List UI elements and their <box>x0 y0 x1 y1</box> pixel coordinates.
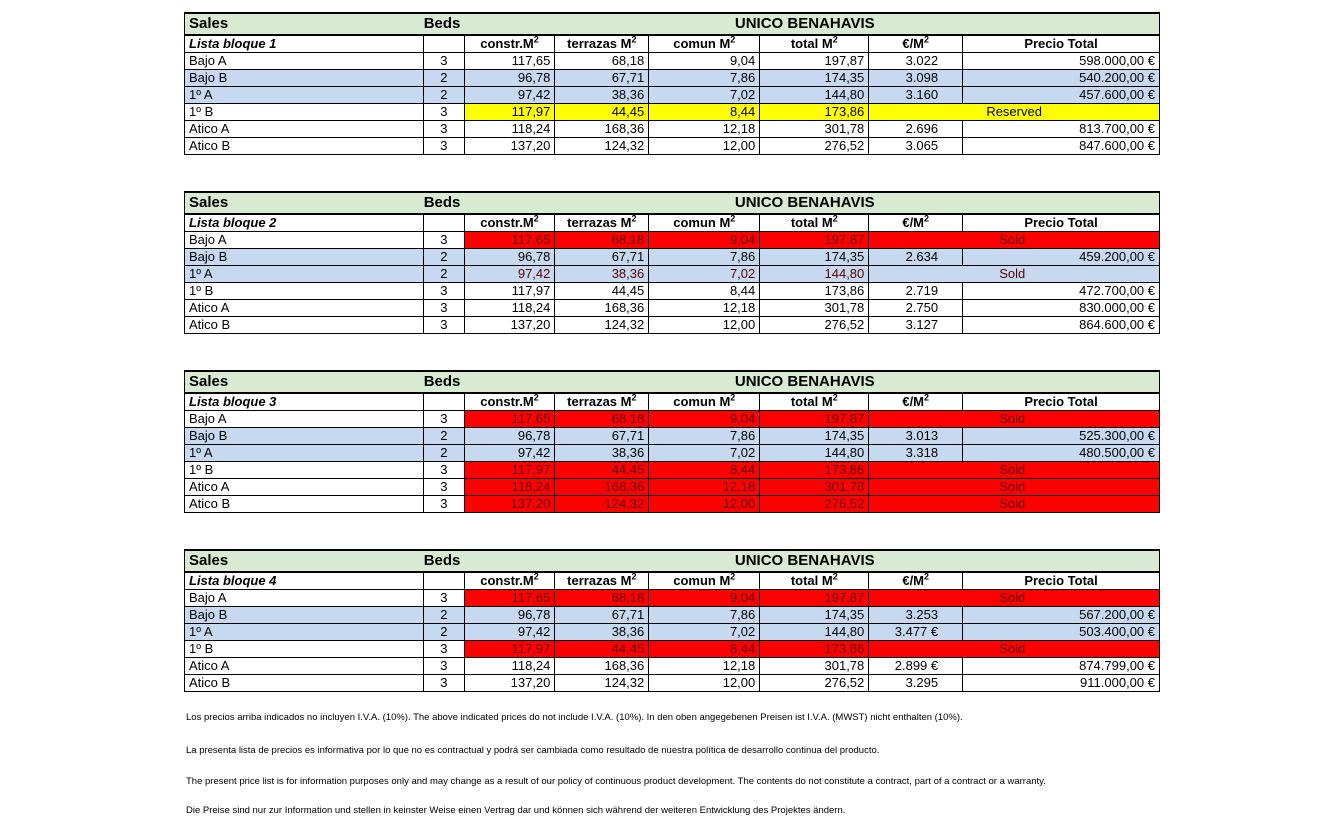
status-label: Reserved <box>869 104 1160 121</box>
area-constr: 96,78 <box>464 70 555 87</box>
status-label: Sold <box>869 462 1160 479</box>
area-terr: 44,45 <box>555 641 649 658</box>
beds-count: 3 <box>424 658 464 675</box>
unit-name: 1º B <box>185 283 424 300</box>
beds-count: 3 <box>424 300 464 317</box>
total-price: 598.000,00 € <box>963 53 1160 70</box>
column-header-total: total $M^2$ <box>760 572 869 590</box>
area-comun: 9,04 <box>649 232 760 249</box>
column-header-total: total $M^2$ <box>760 214 869 232</box>
area-total: 301,78 <box>760 121 869 138</box>
column-header-terrazas: terrazas $M^2$ <box>555 35 649 53</box>
status-label: Sold <box>869 590 1160 607</box>
beds-count: 3 <box>424 53 464 70</box>
unit-name: Bajo A <box>185 590 424 607</box>
area-total: 173,86 <box>760 641 869 658</box>
column-header-eur: $€/M^2$ <box>869 572 963 590</box>
area-total: 173,86 <box>760 283 869 300</box>
area-constr: 137,20 <box>464 675 555 692</box>
column-header-eur: $€/M^2$ <box>869 393 963 411</box>
price-per-m2: 2.750 <box>869 300 963 317</box>
area-total: 173,86 <box>760 462 869 479</box>
area-constr: 118,24 <box>464 121 555 138</box>
area-comun: 8,44 <box>649 462 760 479</box>
price-per-m2: 3.013 <box>869 428 963 445</box>
area-terr: 168,36 <box>555 121 649 138</box>
sales-label: Sales <box>185 192 424 214</box>
beds-count: 3 <box>424 121 464 138</box>
beds-count: 2 <box>424 607 464 624</box>
total-price: 864.600,00 € <box>963 317 1160 334</box>
beds-count: 2 <box>424 624 464 641</box>
project-title: UNICO BENAHAVIS <box>555 371 1160 393</box>
area-comun: 12,18 <box>649 658 760 675</box>
column-header-comun: comun $M^2$ <box>649 35 760 53</box>
beds-count: 2 <box>424 70 464 87</box>
unit-row <box>185 658 1160 675</box>
table-header-row <box>185 192 1160 214</box>
beds-header: Beds <box>424 371 555 393</box>
area-constr: 117,97 <box>464 462 555 479</box>
total-price: 503.400,00 € <box>963 624 1160 641</box>
price-table-block-2 <box>184 191 1160 334</box>
area-terr: 44,45 <box>555 104 649 121</box>
unit-row <box>185 300 1160 317</box>
beds-count: 2 <box>424 249 464 266</box>
note-iva: Los precios arriba indicados no incluyen I.V.A. (10%). The above indicated prices do not include I.V.A. (10%). In den oben angegebenen Preisen ist I.V.A. (MWST) nicht enthalten (10%). <box>186 712 963 723</box>
total-price: 874.799,00 € <box>963 658 1160 675</box>
beds-count: 3 <box>424 411 464 428</box>
unit-name: Atico B <box>185 675 424 692</box>
area-terr: 124,32 <box>555 317 649 334</box>
unit-row <box>185 607 1160 624</box>
beds-count: 2 <box>424 445 464 462</box>
note-english: The present price list is for information purposes only and may change as a result of our policy of continuous product development. The contents do not constitute a contract, part of a contract or a warranty. <box>186 776 1046 787</box>
beds-header: Beds <box>424 192 555 214</box>
area-constr: 96,78 <box>464 428 555 445</box>
area-terr: 168,36 <box>555 300 649 317</box>
area-constr: 117,65 <box>464 232 555 249</box>
column-header-total: total $M^2$ <box>760 35 869 53</box>
unit-name: 1º A <box>185 87 424 104</box>
area-comun: 7,02 <box>649 87 760 104</box>
area-terr: 44,45 <box>555 283 649 300</box>
column-header-precio: Precio Total <box>963 35 1160 53</box>
unit-name: Bajo B <box>185 607 424 624</box>
unit-name: Bajo B <box>185 249 424 266</box>
area-terr: 67,71 <box>555 428 649 445</box>
unit-name: Bajo A <box>185 411 424 428</box>
area-comun: 9,04 <box>649 53 760 70</box>
area-comun: 7,86 <box>649 249 760 266</box>
total-price: 480.500,00 € <box>963 445 1160 462</box>
sales-label: Sales <box>185 550 424 572</box>
beds-count: 3 <box>424 675 464 692</box>
unit-name: Atico B <box>185 496 424 513</box>
price-table-block-1 <box>184 12 1160 155</box>
area-constr: 97,42 <box>464 624 555 641</box>
unit-row <box>185 479 1160 496</box>
column-header-comun: comun $M^2$ <box>649 393 760 411</box>
price-per-m2: 3.477 € <box>869 624 963 641</box>
area-constr: 117,65 <box>464 53 555 70</box>
column-header-row <box>185 214 1160 232</box>
column-header-terrazas: terrazas $M^2$ <box>555 393 649 411</box>
empty-header <box>424 214 464 232</box>
unit-name: Atico A <box>185 479 424 496</box>
column-header-comun: comun $M^2$ <box>649 572 760 590</box>
price-table-block-4 <box>184 549 1160 692</box>
unit-name: 1º A <box>185 624 424 641</box>
unit-name: 1º A <box>185 266 424 283</box>
column-header-precio: Precio Total <box>963 214 1160 232</box>
column-header-constr: $constr.M^2$ <box>464 35 555 53</box>
unit-row <box>185 70 1160 87</box>
column-header-constr: $constr.M^2$ <box>464 572 555 590</box>
unit-row <box>185 249 1160 266</box>
area-terr: 68,18 <box>555 232 649 249</box>
unit-row <box>185 428 1160 445</box>
area-comun: 12,18 <box>649 121 760 138</box>
area-terr: 38,36 <box>555 624 649 641</box>
unit-row <box>185 104 1160 121</box>
price-per-m2: 2.899 € <box>869 658 963 675</box>
area-comun: 8,44 <box>649 641 760 658</box>
table-header-row <box>185 550 1160 572</box>
area-comun: 12,18 <box>649 479 760 496</box>
unit-name: Atico A <box>185 300 424 317</box>
price-per-m2: 2.634 <box>869 249 963 266</box>
unit-name: Bajo B <box>185 70 424 87</box>
area-terr: 168,36 <box>555 658 649 675</box>
unit-name: Bajo A <box>185 53 424 70</box>
beds-header: Beds <box>424 550 555 572</box>
unit-row <box>185 232 1160 249</box>
beds-count: 3 <box>424 232 464 249</box>
unit-row <box>185 445 1160 462</box>
area-terr: 38,36 <box>555 87 649 104</box>
table-header-row <box>185 371 1160 393</box>
column-header-precio: Precio Total <box>963 393 1160 411</box>
price-table-block-3 <box>184 370 1160 513</box>
area-constr: 117,65 <box>464 411 555 428</box>
price-per-m2: 3.253 <box>869 607 963 624</box>
area-terr: 68,18 <box>555 411 649 428</box>
area-comun: 7,02 <box>649 445 760 462</box>
area-total: 197,87 <box>760 53 869 70</box>
unit-name: Atico B <box>185 317 424 334</box>
area-terr: 68,18 <box>555 590 649 607</box>
area-comun: 12,00 <box>649 675 760 692</box>
area-constr: 117,97 <box>464 641 555 658</box>
unit-row <box>185 462 1160 479</box>
beds-count: 3 <box>424 590 464 607</box>
beds-count: 3 <box>424 317 464 334</box>
list-name: Lista bloque 4 <box>185 572 424 590</box>
beds-count: 2 <box>424 428 464 445</box>
column-header-terrazas: terrazas $M^2$ <box>555 214 649 232</box>
area-total: 174,35 <box>760 249 869 266</box>
column-header-terrazas: terrazas $M^2$ <box>555 572 649 590</box>
area-comun: 12,00 <box>649 138 760 155</box>
column-header-comun: comun $M^2$ <box>649 214 760 232</box>
total-price: 459.200,00 € <box>963 249 1160 266</box>
price-per-m2: 2.719 <box>869 283 963 300</box>
status-label: Sold <box>869 641 1160 658</box>
area-total: 173,86 <box>760 104 869 121</box>
area-constr: 97,42 <box>464 445 555 462</box>
table-header-row <box>185 13 1160 35</box>
beds-count: 3 <box>424 283 464 300</box>
area-total: 276,52 <box>760 496 869 513</box>
sales-label: Sales <box>185 371 424 393</box>
status-label: Sold <box>869 266 1160 283</box>
beds-count: 3 <box>424 104 464 121</box>
project-title: UNICO BENAHAVIS <box>555 13 1160 35</box>
area-comun: 12,18 <box>649 300 760 317</box>
beds-count: 3 <box>424 138 464 155</box>
price-per-m2: 2.696 <box>869 121 963 138</box>
area-total: 301,78 <box>760 658 869 675</box>
area-comun: 8,44 <box>649 283 760 300</box>
area-comun: 7,86 <box>649 70 760 87</box>
price-per-m2: 3.318 <box>869 445 963 462</box>
area-constr: 117,65 <box>464 590 555 607</box>
total-price: 847.600,00 € <box>963 138 1160 155</box>
area-terr: 67,71 <box>555 607 649 624</box>
area-total: 144,80 <box>760 445 869 462</box>
area-total: 197,87 <box>760 411 869 428</box>
status-label: Sold <box>869 232 1160 249</box>
area-total: 144,80 <box>760 266 869 283</box>
unit-row <box>185 53 1160 70</box>
sales-label: Sales <box>185 13 424 35</box>
area-terr: 44,45 <box>555 462 649 479</box>
column-header-row <box>185 35 1160 53</box>
beds-count: 3 <box>424 496 464 513</box>
area-comun: 12,00 <box>649 317 760 334</box>
column-header-row <box>185 393 1160 411</box>
area-terr: 168,36 <box>555 479 649 496</box>
unit-name: Atico A <box>185 121 424 138</box>
price-per-m2: 3.295 <box>869 675 963 692</box>
total-price: 830.000,00 € <box>963 300 1160 317</box>
total-price: 911.000,00 € <box>963 675 1160 692</box>
unit-name: Bajo B <box>185 428 424 445</box>
unit-name: Atico A <box>185 658 424 675</box>
area-constr: 137,20 <box>464 496 555 513</box>
area-total: 276,52 <box>760 675 869 692</box>
beds-count: 3 <box>424 462 464 479</box>
area-total: 301,78 <box>760 479 869 496</box>
price-per-m2: 3.022 <box>869 53 963 70</box>
column-header-total: total $M^2$ <box>760 393 869 411</box>
area-terr: 67,71 <box>555 249 649 266</box>
beds-header: Beds <box>424 13 555 35</box>
price-per-m2: 3.098 <box>869 70 963 87</box>
price-per-m2: 3.160 <box>869 87 963 104</box>
area-constr: 118,24 <box>464 479 555 496</box>
empty-header <box>424 572 464 590</box>
unit-row <box>185 675 1160 692</box>
unit-row <box>185 87 1160 104</box>
total-price: 472.700,00 € <box>963 283 1160 300</box>
unit-row <box>185 138 1160 155</box>
area-total: 301,78 <box>760 300 869 317</box>
price-per-m2: 3.127 <box>869 317 963 334</box>
area-total: 197,87 <box>760 232 869 249</box>
empty-header <box>424 35 464 53</box>
area-comun: 9,04 <box>649 590 760 607</box>
area-total: 174,35 <box>760 428 869 445</box>
column-header-precio: Precio Total <box>963 572 1160 590</box>
area-constr: 97,42 <box>464 266 555 283</box>
unit-row <box>185 121 1160 138</box>
column-header-row <box>185 572 1160 590</box>
beds-count: 3 <box>424 479 464 496</box>
area-terr: 124,32 <box>555 675 649 692</box>
area-terr: 124,32 <box>555 496 649 513</box>
status-label: Sold <box>869 411 1160 428</box>
area-constr: 137,20 <box>464 317 555 334</box>
area-comun: 7,02 <box>649 624 760 641</box>
beds-count: 2 <box>424 266 464 283</box>
area-terr: 68,18 <box>555 53 649 70</box>
unit-row <box>185 411 1160 428</box>
beds-count: 2 <box>424 87 464 104</box>
area-comun: 8,44 <box>649 104 760 121</box>
unit-name: Atico B <box>185 138 424 155</box>
total-price: 457.600,00 € <box>963 87 1160 104</box>
area-total: 197,87 <box>760 590 869 607</box>
area-terr: 67,71 <box>555 70 649 87</box>
total-price: 525.300,00 € <box>963 428 1160 445</box>
unit-name: Bajo A <box>185 232 424 249</box>
column-header-constr: $constr.M^2$ <box>464 214 555 232</box>
area-terr: 38,36 <box>555 266 649 283</box>
area-terr: 124,32 <box>555 138 649 155</box>
unit-name: 1º B <box>185 462 424 479</box>
area-constr: 118,24 <box>464 300 555 317</box>
area-constr: 117,97 <box>464 104 555 121</box>
area-constr: 96,78 <box>464 249 555 266</box>
total-price: 567.200,00 € <box>963 607 1160 624</box>
status-label: Sold <box>869 479 1160 496</box>
area-total: 174,35 <box>760 70 869 87</box>
unit-row <box>185 496 1160 513</box>
unit-name: 1º B <box>185 104 424 121</box>
area-total: 174,35 <box>760 607 869 624</box>
area-constr: 96,78 <box>464 607 555 624</box>
project-title: UNICO BENAHAVIS <box>555 550 1160 572</box>
area-comun: 7,86 <box>649 607 760 624</box>
area-constr: 97,42 <box>464 87 555 104</box>
note-german: Die Preise sind nur zur Information und stellen in keinster Weise einen Vertrag dar und können sich während der weiteren Entwicklung des Projektes ändern. <box>186 805 846 816</box>
area-total: 144,80 <box>760 624 869 641</box>
unit-row <box>185 283 1160 300</box>
list-name: Lista bloque 3 <box>185 393 424 411</box>
project-title: UNICO BENAHAVIS <box>555 192 1160 214</box>
beds-count: 3 <box>424 641 464 658</box>
unit-row <box>185 590 1160 607</box>
unit-row <box>185 317 1160 334</box>
area-comun: 7,86 <box>649 428 760 445</box>
area-comun: 7,02 <box>649 266 760 283</box>
unit-row <box>185 624 1160 641</box>
column-header-eur: $€/M^2$ <box>869 35 963 53</box>
note-spanish: La presenta lista de precios es informativa por lo que no es contractual y podrá ser cambiada como resultado de nuestra política de desarrollo continua del producto. <box>186 745 880 756</box>
area-total: 276,52 <box>760 317 869 334</box>
area-constr: 137,20 <box>464 138 555 155</box>
unit-row <box>185 641 1160 658</box>
unit-row <box>185 266 1160 283</box>
area-total: 276,52 <box>760 138 869 155</box>
unit-name: 1º A <box>185 445 424 462</box>
column-header-eur: $€/M^2$ <box>869 214 963 232</box>
area-total: 144,80 <box>760 87 869 104</box>
unit-name: 1º B <box>185 641 424 658</box>
area-constr: 117,97 <box>464 283 555 300</box>
empty-header <box>424 393 464 411</box>
price-per-m2: 3.065 <box>869 138 963 155</box>
list-name: Lista bloque 1 <box>185 35 424 53</box>
total-price: 540.200,00 € <box>963 70 1160 87</box>
status-label: Sold <box>869 496 1160 513</box>
column-header-constr: $constr.M^2$ <box>464 393 555 411</box>
area-comun: 9,04 <box>649 411 760 428</box>
area-comun: 12,00 <box>649 496 760 513</box>
area-constr: 118,24 <box>464 658 555 675</box>
list-name: Lista bloque 2 <box>185 214 424 232</box>
total-price: 813.700,00 € <box>963 121 1160 138</box>
area-terr: 38,36 <box>555 445 649 462</box>
